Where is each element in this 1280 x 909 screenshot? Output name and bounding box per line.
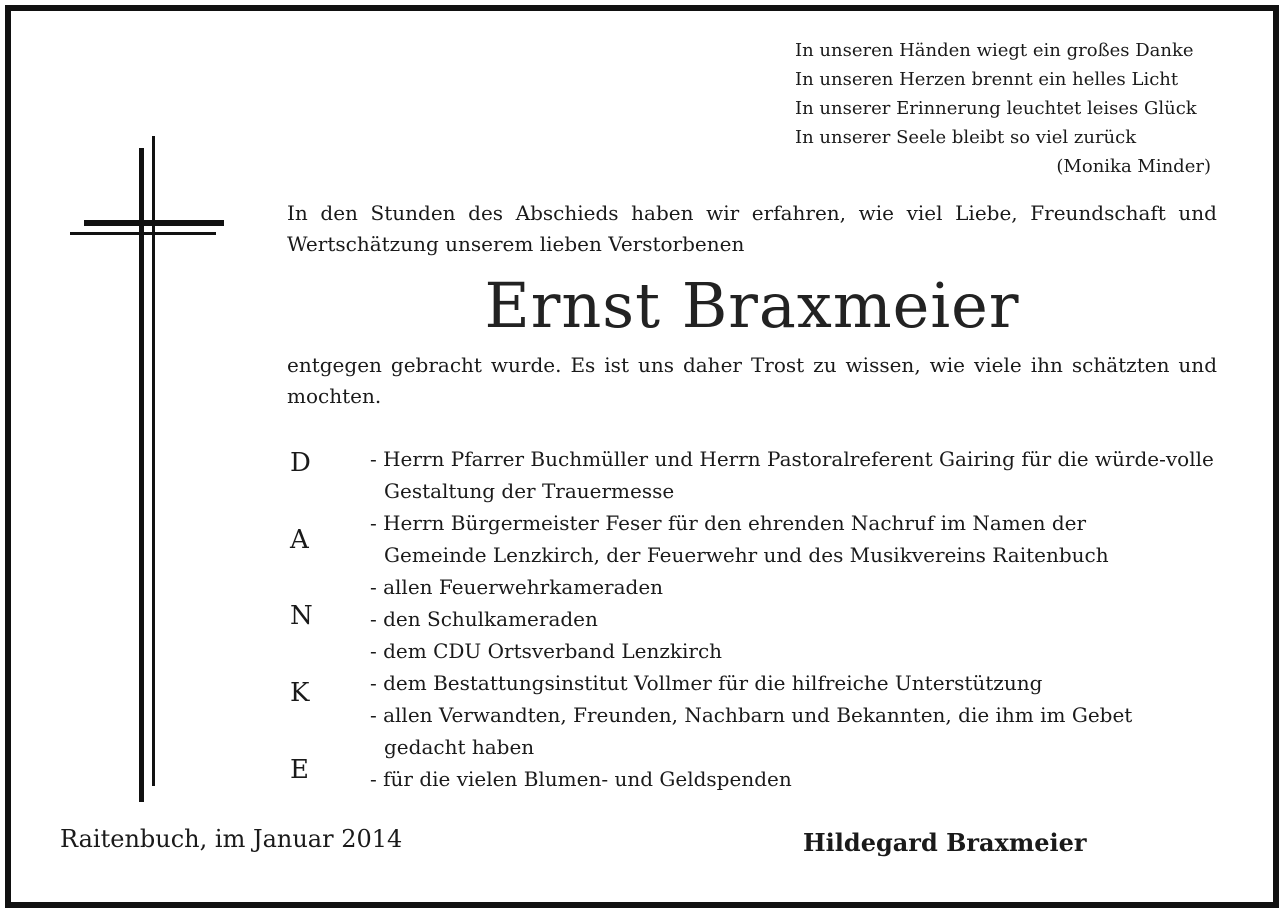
poem-line: In unseren Händen wiegt ein großes Danke [795, 40, 1194, 61]
thanks-item: - dem CDU Ortsverband Lenzkirch [370, 639, 723, 663]
thanks-item: - allen Feuerwehrkameraden [370, 575, 664, 599]
danke-letter: A [290, 525, 309, 555]
danke-letter: N [290, 601, 313, 631]
place-date: Raitenbuch, im Januar 2014 [60, 825, 403, 853]
thanks-list [370, 443, 1230, 795]
thanks-item: - allen Verwandten, Freunden, Nachbarn und Bekannten, die ihm im Gebet gedacht haben [370, 703, 1133, 759]
signer-name: Hildegard Braxmeier [803, 828, 1087, 857]
danke-letter: E [290, 755, 309, 785]
poem-line: In unseren Herzen brennt ein helles Licht [795, 69, 1179, 90]
poem-line: In unserer Seele bleibt so viel zurück [795, 127, 1137, 148]
thanks-item: - den Schulkameraden [370, 607, 598, 631]
danke-letter: D [290, 448, 311, 478]
poem [795, 36, 1215, 181]
cross-icon [70, 136, 230, 806]
poem-author: (Monika Minder) [1056, 156, 1211, 177]
thanks-item: - dem Bestattungsinstitut Vollmer für die hilfreiche Unterstützung [370, 671, 1043, 695]
after-name-text: entgegen gebracht wurde. Es ist uns daher Trost zu wissen, wie viele ihn schätzten und mochten. [287, 353, 1217, 408]
danke-letter: K [290, 678, 310, 708]
thanks-item: - Herrn Pfarrer Buchmüller und Herrn Pastoralreferent Gairing für die würde-volle Gestaltung der Trauermesse [370, 447, 1214, 503]
thanks-item: - Herrn Bürgermeister Feser für den ehrenden Nachruf im Namen der Gemeinde Lenzkirch, der Feuerwehr und des Musikvereins Raitenbuch [370, 511, 1109, 567]
poem-line: In unserer Erinnerung leuchtet leises Glück [795, 98, 1197, 119]
deceased-name: Ernst Braxmeier [484, 269, 1020, 342]
thanks-item: - für die vielen Blumen- und Geldspenden [370, 767, 792, 791]
intro-text: In den Stunden des Abschieds haben wir erfahren, wie viel Liebe, Freundschaft und Wertschätzung unserem lieben Verstorbenen [287, 201, 1217, 256]
